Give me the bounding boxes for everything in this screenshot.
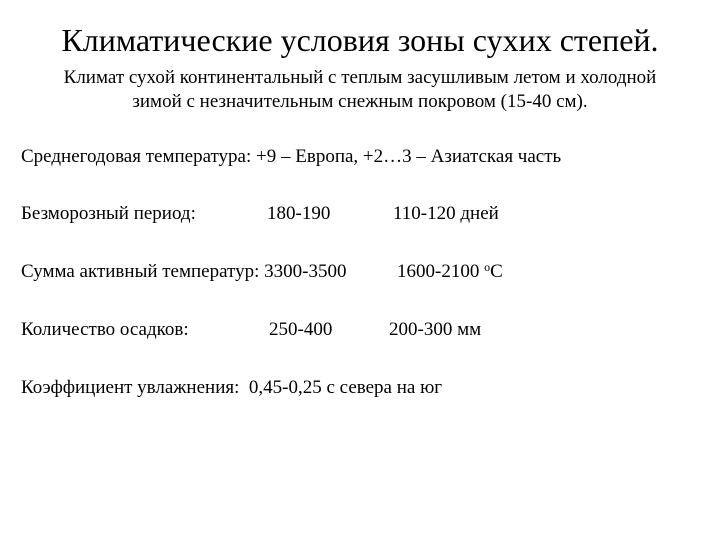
- row-frost-free-period: [21, 202, 701, 226]
- row-moisture-coefficient: [21, 376, 442, 400]
- climate-description-line-1: Климат сухой континентальный с теплым засушливым летом и холодной: [63, 67, 657, 88]
- active-temperatures-label: Сумма активный температур: 3300-3500: [21, 261, 347, 282]
- climate-description-line-2: зимой с незначительным снежным покровом (15-40 см).: [132, 91, 588, 112]
- precipitation-asia-value: 200-300 мм: [389, 319, 482, 340]
- row-annual-temperature: [21, 145, 561, 169]
- precipitation-europe-value: 250-400: [269, 319, 333, 340]
- active-temperatures-asia-value: [397, 260, 503, 284]
- row-precipitation: [21, 318, 701, 342]
- celsius-unit: С: [490, 261, 503, 282]
- precipitation-label: Количество осадков:: [21, 319, 189, 340]
- frost-free-europe-value: 180-190: [267, 203, 331, 224]
- climate-description: [30, 66, 690, 114]
- row-active-temperatures: [21, 260, 701, 284]
- moisture-coefficient-text: Коэффициент увлажнения: 0,45-0,25 с севера на юг: [21, 377, 443, 398]
- active-temperatures-asia-number: 1600-2100: [397, 261, 480, 282]
- degree-sign: o: [484, 260, 491, 274]
- frost-free-label: Безморозный период:: [21, 203, 196, 224]
- annual-temperature-text: Среднегодовая температура: +9 – Европа, +2…3 – Азиатская часть: [21, 146, 562, 167]
- frost-free-asia-value: 110-120 дней: [393, 203, 499, 224]
- slide-title: Климатические условия зоны сухих степей.: [61, 22, 659, 58]
